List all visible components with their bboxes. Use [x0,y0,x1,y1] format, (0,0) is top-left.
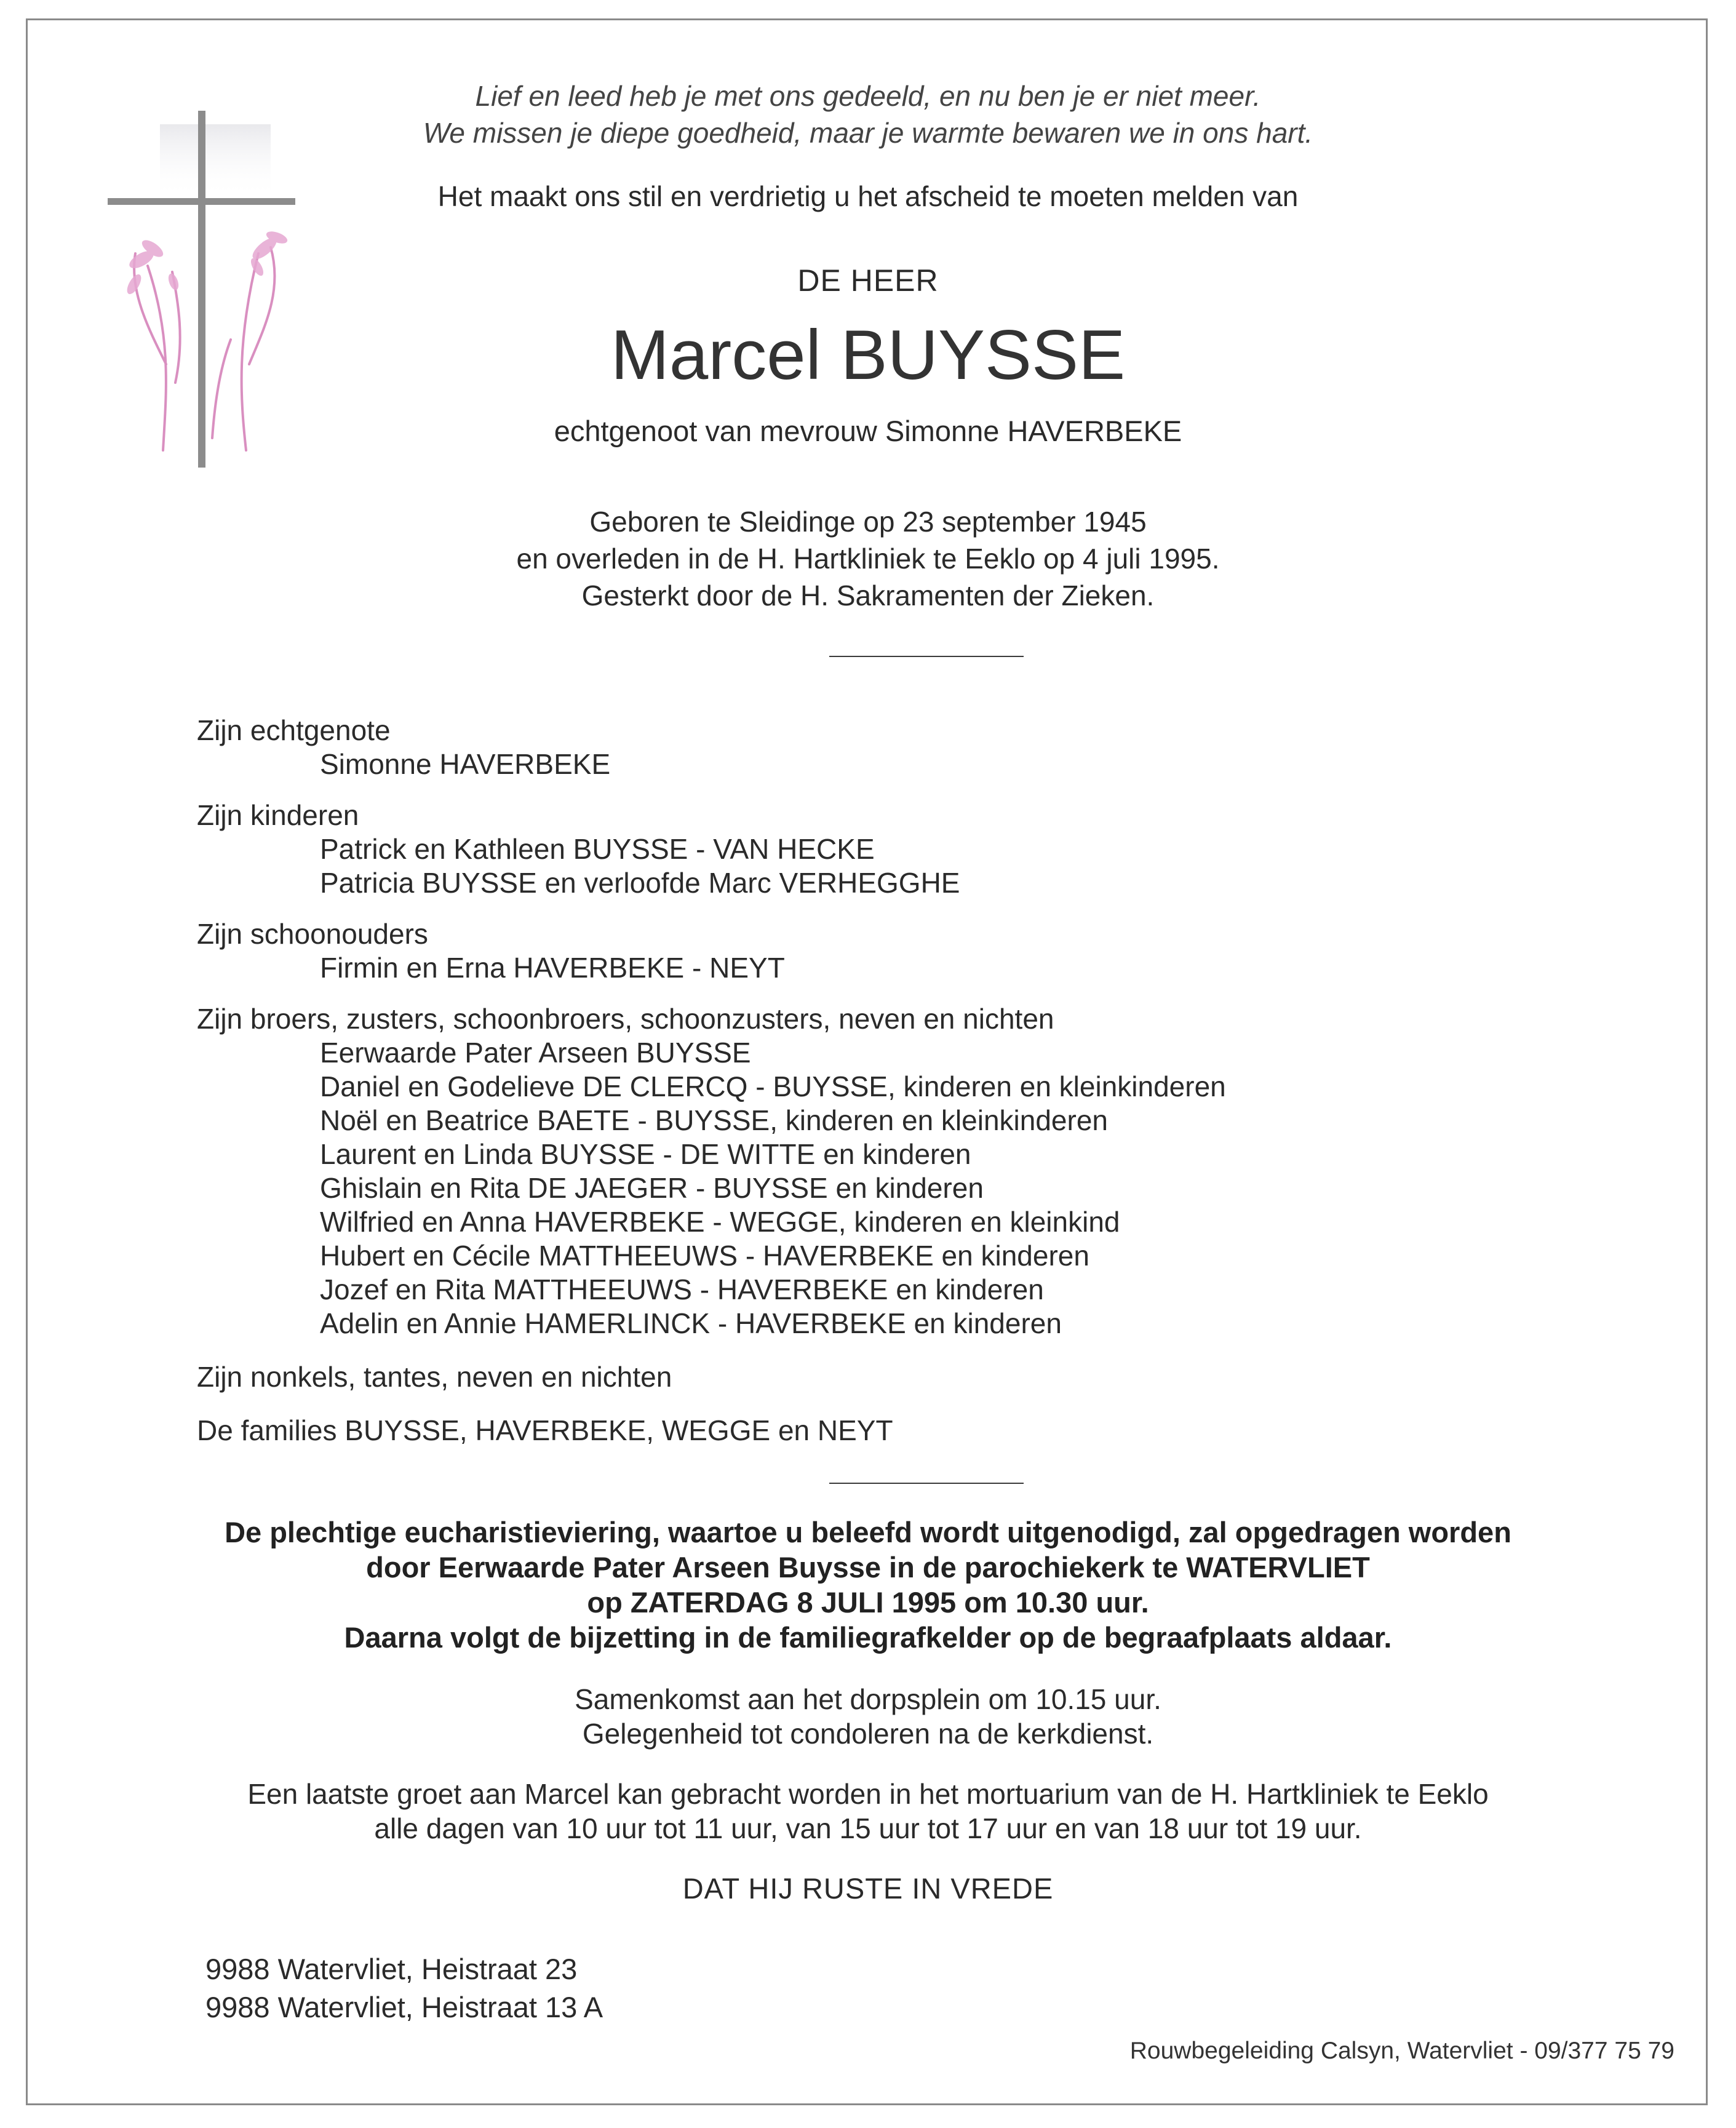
family-member: Firmin en Erna HAVERBEKE - NEYT [320,952,785,984]
address-block [205,1950,603,2026]
rest-in-peace: DAT HIJ RUSTE IN VREDE [682,1872,1054,1905]
address-line: 9988 Watervliet, Heistraat 13 A [205,1991,603,2023]
quote-line: Lief en leed heb je met ons gedeeld, en nu ben je er niet meer. [475,80,1261,112]
farewell-line: Een laatste groet aan Marcel kan gebracht worden in het mortuarium van de H. Hartkliniek te Eeklo [247,1778,1489,1810]
family-member: Adelin en Annie HAMERLINCK - HAVERBEKE en kinderen [320,1307,1062,1339]
ceremony-line: De plechtige eucharistieviering, waartoe u beleefd wordt uitgenodigd, zal opgedragen worden [225,1516,1511,1548]
relatives-line: Zijn nonkels, tantes, neven en nichten [197,1361,672,1393]
ceremony-line: door Eerwaarde Pater Arseen Buysse in de parochiekerk te WATERVLIET [366,1551,1370,1584]
family-member: Laurent en Linda BUYSSE - DE WITTE en kinderen [320,1138,971,1170]
address-line: 9988 Watervliet, Heistraat 23 [205,1953,578,1985]
family-member: Wilfried en Anna HAVERBEKE - WEGGE, kinderen en kleinkind [320,1206,1120,1238]
memorial-quote [0,78,1736,151]
family-member: Simonne HAVERBEKE [320,748,611,780]
announcement: Het maakt ons stil en verdrietig u het afscheid te moeten melden van [437,180,1299,212]
families-line: De families BUYSSE, HAVERBEKE, WEGGE en NEYT [197,1414,893,1446]
bio-line: Gesterkt door de H. Sakramenten der Zieken. [581,580,1155,612]
farewell-details [0,1777,1736,1846]
family-member: Daniel en Godelieve DE CLERCQ - BUYSSE, kinderen en kleinkinderen [320,1070,1226,1102]
ceremony-details [0,1515,1736,1655]
ceremony-line: op ZATERDAG 8 JULI 1995 om 10.30 uur. [587,1586,1149,1619]
ceremony-line: Daarna volgt de bijzetting in de familiegrafkelder op de begraafplaats aldaar. [344,1621,1392,1654]
family-member: Patrick en Kathleen BUYSSE - VAN HECKE [320,833,875,865]
family-member: Ghislain en Rita DE JAEGER - BUYSSE en kinderen [320,1172,984,1204]
family-member: Jozef en Rita MATTHEEUWS - HAVERBEKE en kinderen [320,1273,1044,1305]
funeral-service-credit: Rouwbegeleiding Calsyn, Watervliet - 09/377 75 79 [1129,2038,1674,2064]
farewell-line: alle dagen van 10 uur tot 11 uur, van 15 uur tot 17 uur en van 18 uur tot 19 uur. [374,1812,1362,1844]
gathering-line: Gelegenheid tot condoleren na de kerkdienst. [582,1718,1154,1750]
family-list [197,714,1226,1448]
family-heading: Zijn echtgenote [197,714,391,746]
divider [829,656,1024,657]
bio-line: en overleden in de H. Hartkliniek te Eeklo op 4 juli 1995. [516,543,1220,575]
family-member: Patricia BUYSSE en verloofde Marc VERHEGGHE [320,867,960,899]
family-heading: Zijn kinderen [197,799,359,831]
spouse-line: echtgenoot van mevrouw Simonne HAVERBEKE [554,415,1182,447]
honorific-title: DE HEER [797,263,939,298]
bio-line: Geboren te Sleidinge op 23 september 1945 [589,506,1147,538]
gathering-line: Samenkomst aan het dorpsplein om 10.15 uur. [575,1683,1161,1715]
family-member: Noël en Beatrice BAETE - BUYSSE, kinderen en kleinkinderen [320,1104,1108,1136]
family-member: Eerwaarde Pater Arseen BUYSSE [320,1037,751,1069]
quote-line: We missen je diepe goedheid, maar je warmte bewaren we in ons hart. [423,117,1313,149]
divider [829,1483,1024,1484]
family-member: Hubert en Cécile MATTHEEUWS - HAVERBEKE en kinderen [320,1240,1089,1272]
family-heading: Zijn schoonouders [197,918,428,950]
deceased-name: Marcel BUYSSE [610,316,1126,394]
family-heading: Zijn broers, zusters, schoonbroers, schoonzusters, neven en nichten [197,1003,1054,1035]
gathering-details [0,1682,1736,1751]
biography [0,503,1736,614]
